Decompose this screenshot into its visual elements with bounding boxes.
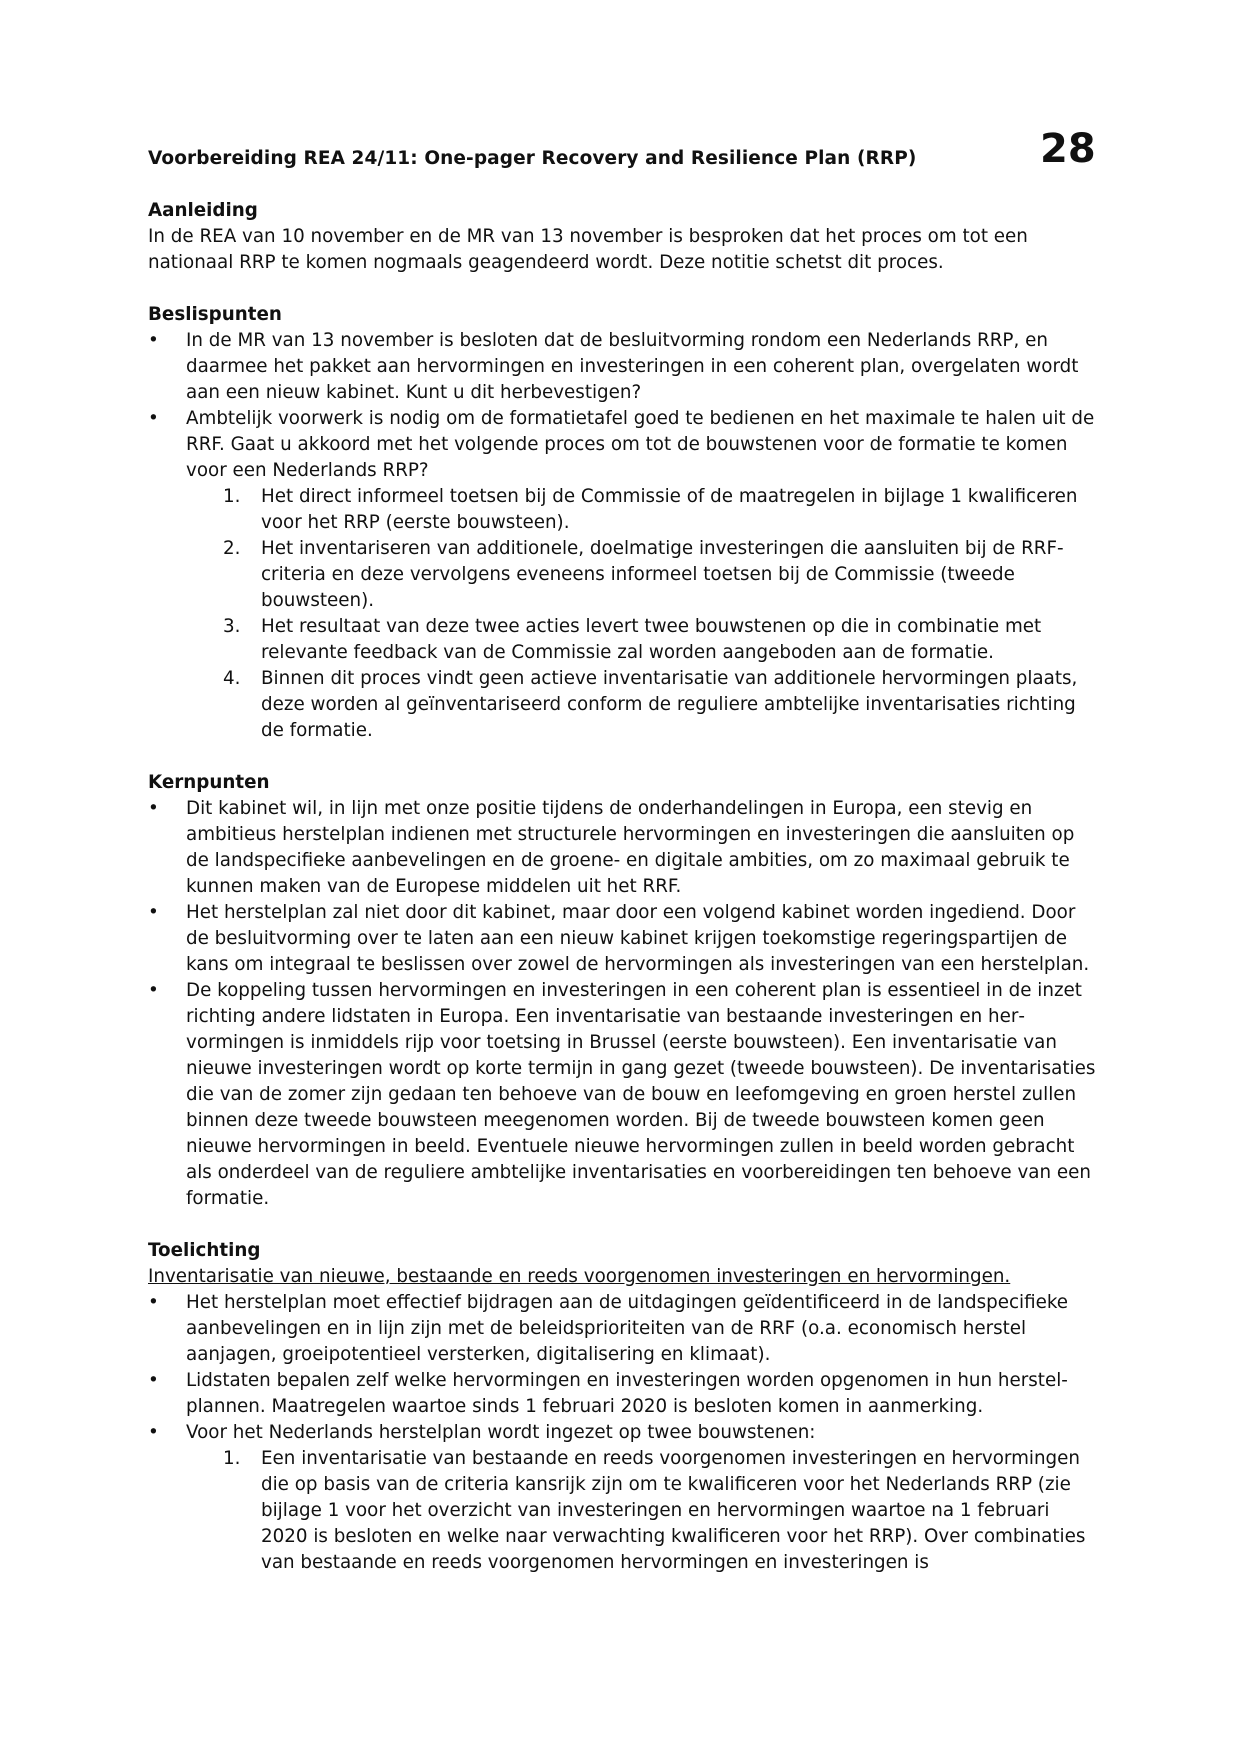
page-number: 28 xyxy=(1040,126,1096,172)
beslispunten-steps xyxy=(148,484,1098,744)
list-item: • In de MR van 13 november is besloten dat de besluitvorming rondom een Nederlands RRP, en daarmee het pakket aan hervormingen en investeringen in een coherent plan, overgelaten wordt aan een nieuw kabinet. Kunt u dit herbevestigen? xyxy=(148,330,1079,403)
list-item: • De koppeling tussen hervormingen en investeringen in een coherent plan is essentieel in de inzet richting andere lidstaten in Europa. Een inventarisatie van bestaande investeringen en hervormingen is inmiddels rijp voor toetsing in Brussel (eerste bouwsteen). Een inventarisatie van nieuwe investeringen wordt op korte termijn in gang gezet (tweede bouwsteen). De inventarisaties die van de zomer zijn gedaan ten behoeve van de bouw en leefomgeving en groen herstel zullen binnen deze tweede bouwsteen meegenomen worden. Bij de tweede bouwsteen komen geen nieuwe hervormingen in beeld. Eventuele nieuwe hervormingen zullen in beeld worden gebracht als onderdeel van de reguliere ambtelijke inventarisaties en voorbereidingen ten behoeve van een formatie. xyxy=(148,980,1096,1209)
list-item: • Dit kabinet wil, in lijn met onze positie tijdens de onderhandelingen in Europa, een stevig en ambitieus herstelplan indienen met structurele hervormingen en investeringen die aansluiten op de landspecifieke aanbevelingen en de groene- en digitale ambities, om zo maximaal gebruik te kunnen maken van de Europese middelen uit het RRF. xyxy=(148,798,1075,897)
paragraph-aanleiding: In de REA van 10 november en de MR van 13 november is besproken dat het proces om tot een nationaal RRP te komen nogmaals geagendeerd wordt. Deze notitie schetst dit proces. xyxy=(148,226,1028,273)
document-body xyxy=(148,198,1098,1576)
heading-beslispunten: Beslispunten xyxy=(148,304,282,325)
heading-kernpunten: Kernpunten xyxy=(148,772,270,793)
list-item: • Lidstaten bepalen zelf welke hervormingen en investeringen worden opgenomen in hun herstelplannen. Maatregelen waartoe sinds 1 februari 2020 is besloten komen in aanmerking. xyxy=(148,1370,1068,1417)
bullet-icon: • xyxy=(148,330,159,351)
section-toelichting xyxy=(148,1238,1098,1576)
heading-toelichting: Toelichting xyxy=(148,1240,261,1261)
numbered-item: 1. Een inventarisatie van bestaande en reeds voorgenomen investeringen en hervormingen die op basis van de criteria kansrijk zijn om te kwalificeren voor het Nederlands RRP (zie bijlage 1 voor het overzicht van investeringen en hervormingen waartoe na 1 februari 2020 is besloten en welke naar verwachting kwalificeren voor het RRP). Over combinaties van bestaande en reeds voorgenomen hervormingen en investeringen is xyxy=(223,1448,1086,1573)
numbered-item: 3. Het resultaat van deze twee acties levert twee bouwstenen op die in combinatie met relevante feedback van de Commissie zal worden aangeboden aan de formatie. xyxy=(223,616,1042,663)
bullet-icon: • xyxy=(148,1422,159,1443)
bullet-icon: • xyxy=(148,902,159,923)
heading-aanleiding: Aanleiding xyxy=(148,200,258,221)
section-beslispunten xyxy=(148,302,1098,744)
list-item: • Het herstelplan moet effectief bijdragen aan de uitdagingen geïdentificeerd in de landspecifieke aanbevelingen en in lijn zijn met de beleidsprioriteiten van de RRF (o.a. economisch herstel aanjagen, groeipotentieel versterken, digitalisering en klimaat). xyxy=(148,1292,1069,1365)
section-kernpunten xyxy=(148,770,1098,1212)
list-item: • Ambtelijk voorwerk is nodig om de formatietafel goed te bedienen en het maximale te halen uit de RRF. Gaat u akkoord met het volgende proces om tot de bouwstenen voor de formatie te komen voor een Nederlands RRP? xyxy=(148,408,1095,481)
list-item: • Voor het Nederlands herstelplan wordt ingezet op twee bouwstenen: xyxy=(148,1420,1098,1446)
beslispunten-list xyxy=(148,328,1098,484)
toelichting-list xyxy=(148,1290,1098,1446)
bullet-icon: • xyxy=(148,1370,159,1391)
toelichting-steps xyxy=(148,1446,1098,1576)
numbered-item: 1. Het direct informeel toetsen bij de Commissie of de maatregelen in bijlage 1 kwalificeren voor het RRP (eerste bouwsteen). xyxy=(223,486,1078,533)
section-aanleiding xyxy=(148,198,1098,276)
bullet-icon: • xyxy=(148,1292,159,1313)
bullet-icon: • xyxy=(148,408,159,429)
bullet-icon: • xyxy=(148,798,159,819)
list-item: • Het herstelplan zal niet door dit kabinet, maar door een volgend kabinet worden ingediend. Door de besluitvorming over te laten aan een nieuw kabinet krijgen toekomstige regeringspartijen de kans om integraal te beslissen over zowel de hervormingen als investeringen van een herstelplan. xyxy=(148,902,1090,975)
kernpunten-list xyxy=(148,796,1098,1212)
subheading-toelichting: Inventarisatie van nieuwe, bestaande en reeds voorgenomen investeringen en hervormingen. xyxy=(148,1266,1011,1287)
numbered-item: 4. Binnen dit proces vindt geen actieve inventarisatie van additionele hervormingen plaats, deze worden al geïnventariseerd conform de reguliere ambtelijke inventarisaties richting de formatie. xyxy=(223,668,1078,741)
numbered-item: 2. Het inventariseren van additionele, doelmatige investeringen die aansluiten bij de RRF-criteria en deze vervolgens eveneens informeel toetsen bij de Commissie (tweede bouwsteen). xyxy=(223,538,1064,611)
document-title: Voorbereiding REA 24/11: One-pager Recovery and Resilience Plan (RRP) xyxy=(148,148,917,169)
bullet-icon: • xyxy=(148,980,159,1001)
